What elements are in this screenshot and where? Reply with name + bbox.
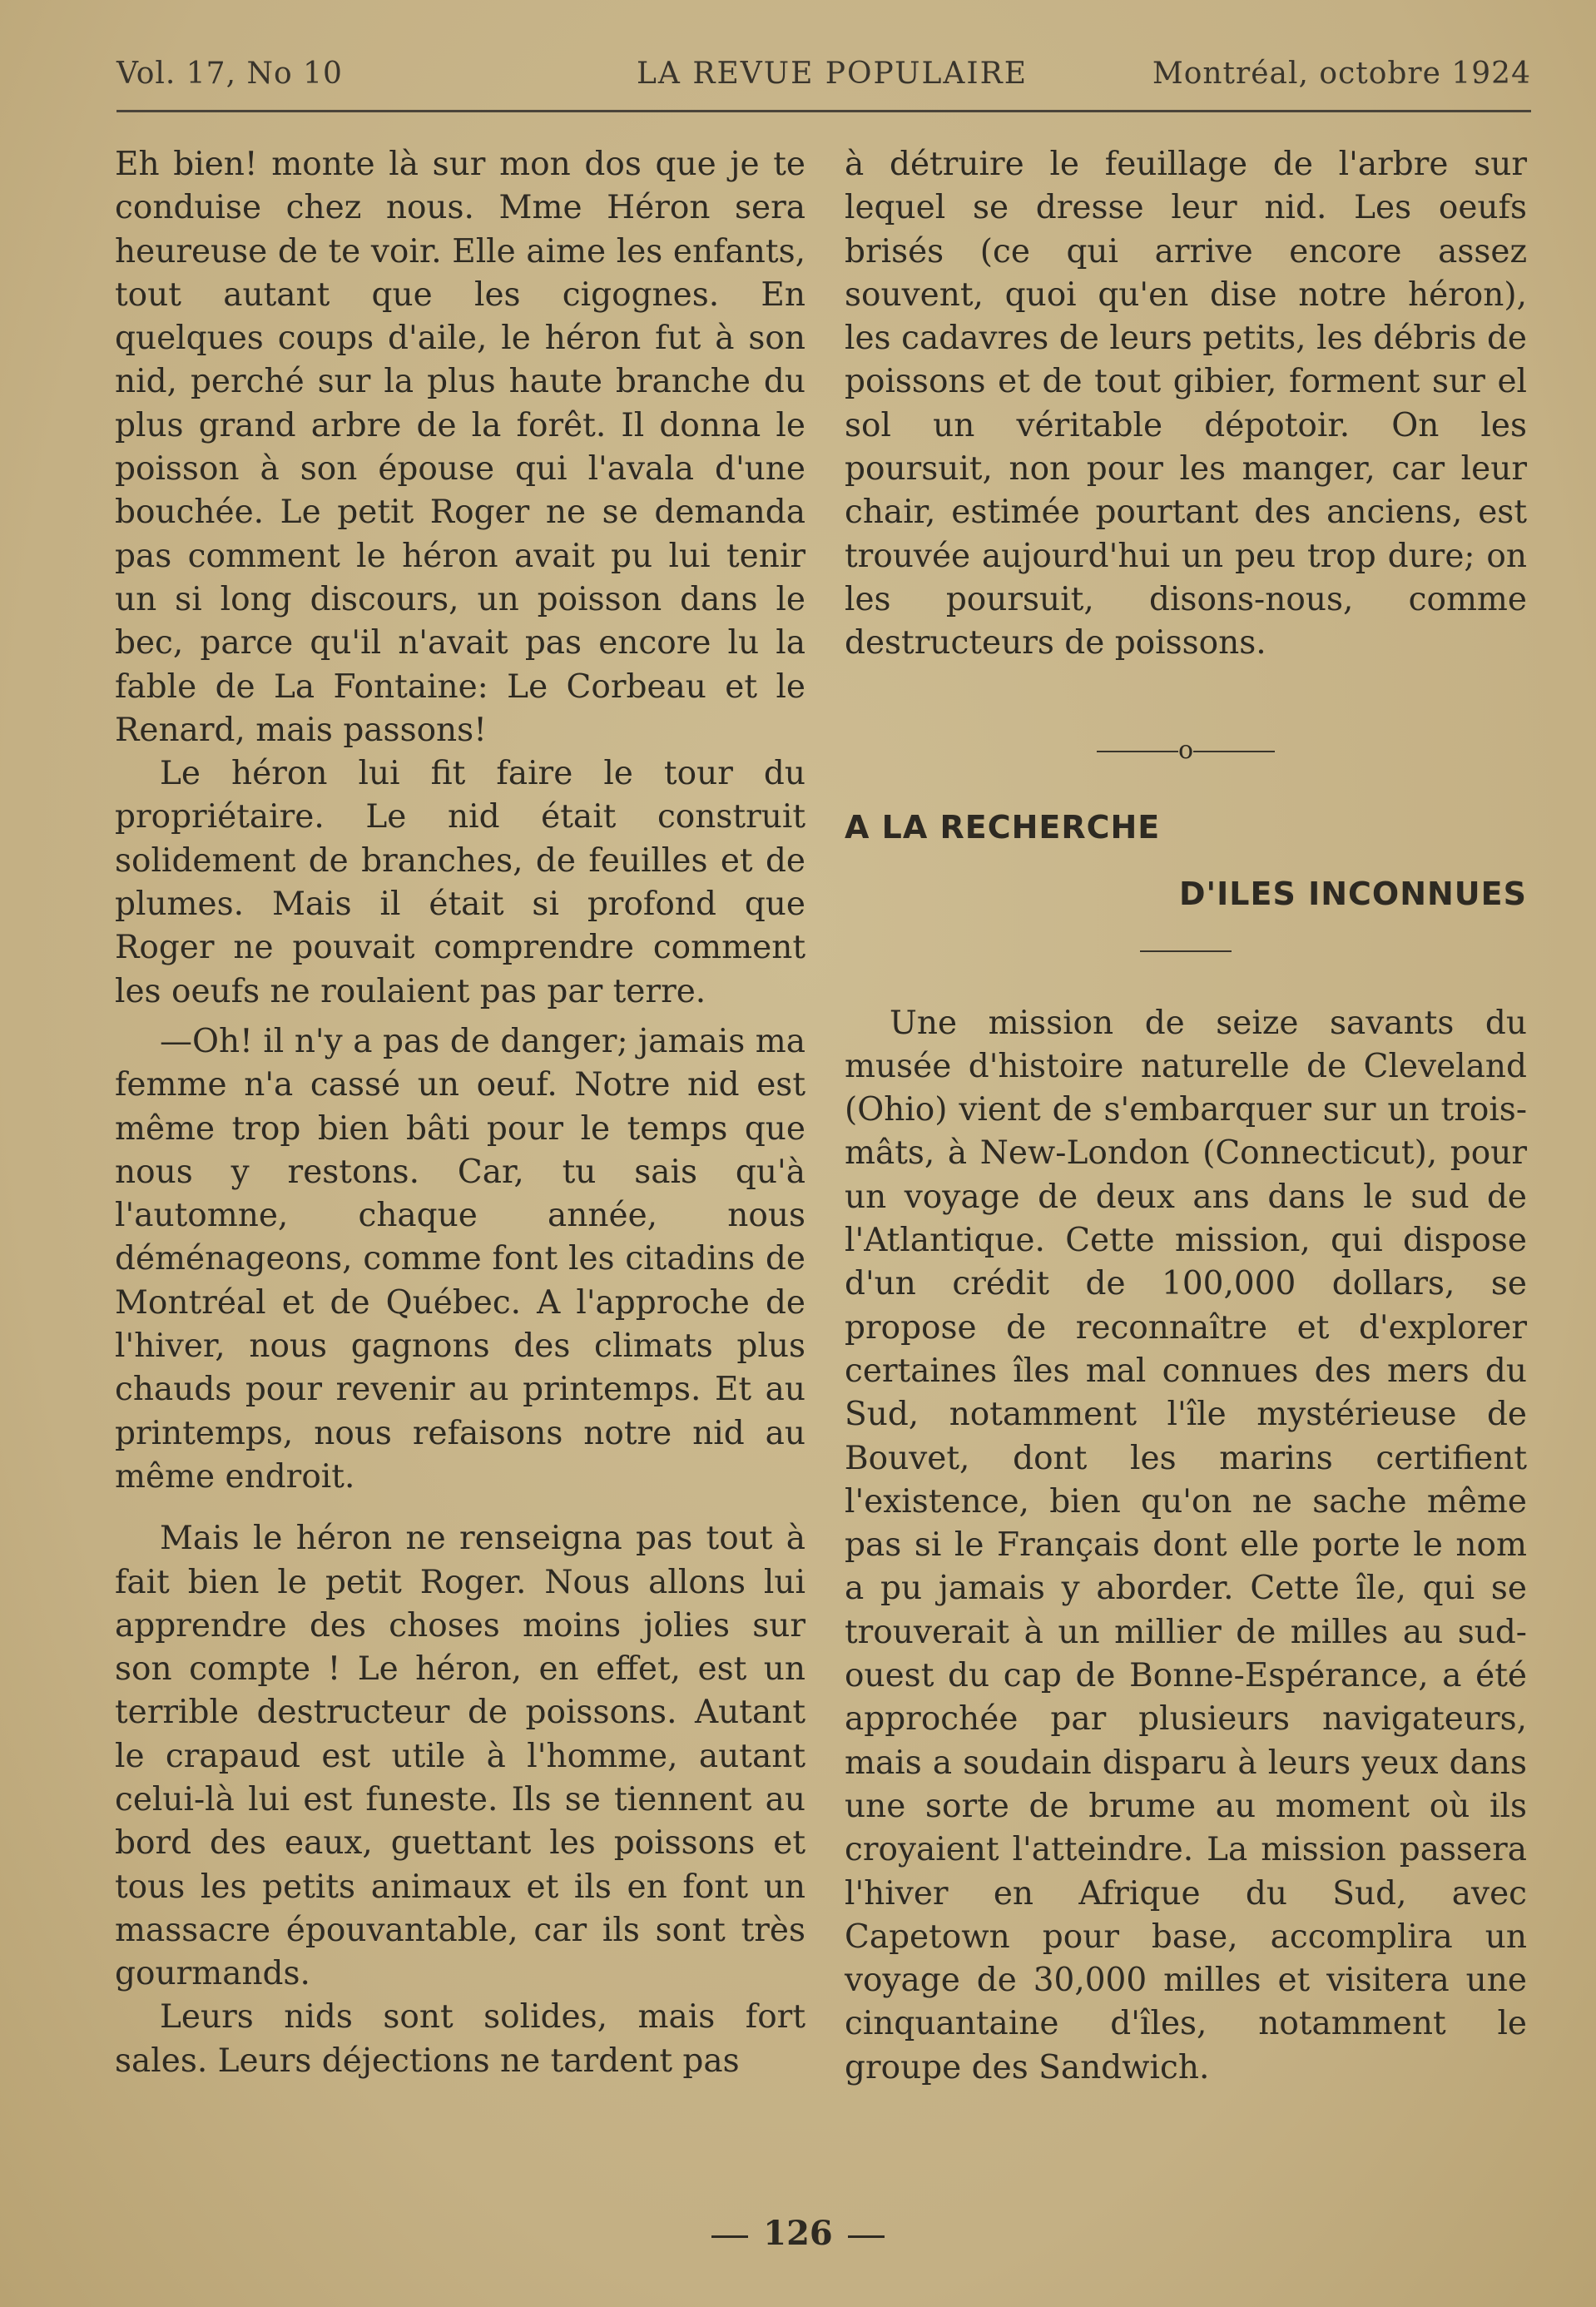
page-footer	[0, 2214, 1596, 2253]
paragraph: Le héron lui fit faire le tour du propriétaire. Le nid était construit solidement de branches, de feuilles et de plumes. Mais il était si profond que Roger ne pouvait comprendre comment les oeufs ne roulaient pas par terre.	[115, 755, 805, 1010]
paragraph: Leurs nids sont solides, mais fort sales. Leurs déjections ne tardent pas	[115, 1998, 805, 2080]
place-and-date: Montréal, octobre 1924	[1152, 57, 1531, 91]
paragraph: Eh bien! monte là sur mon dos que je te conduise chez nous. Mme Héron sera heureuse de te voir. Elle aime les enfants, tout autant que les cigognes. En quelques coups d'aile, le héron fut à son nid, perché sur la plus haute branche du plus grand arbre de la forêt. Il donna le poisson à son épouse qui l'avala d'une bouchée. Le petit Roger ne se demanda pas comment le héron avait pu lui tenir un si long discours, un poisson dans le bec, parce qu'il n'avait pas encore lu la fable de La Fontaine: Le Corbeau et le Renard, mais passons!	[115, 146, 805, 749]
paragraph: à détruire le feuillage de l'arbre sur lequel se dresse leur nid. Les oeufs brisés (ce qui arrive encore assez souvent, quoi qu'en dise notre héron), les cadavres de leurs petits, les débris de poissons et de tout gibier, forment sur el sol un véritable dépotoir. On les poursuit, non pour les manger, car leur chair, estimée pourtant des anciens, est trouvée aujourd'hui un peu trop dure; on les poursuit, disons-nous, comme destructeurs de poissons.	[845, 146, 1527, 662]
section-separator	[845, 734, 1527, 767]
article-title-line-2: D'ILES INCONNUES	[1178, 875, 1527, 912]
left-column	[115, 143, 805, 2083]
right-column	[845, 143, 1527, 2090]
running-header	[116, 57, 1531, 107]
volume-number: Vol. 17, No 10	[116, 57, 343, 91]
paragraph: Mais le héron ne renseigna pas tout à fait bien le petit Roger. Nous allons lui apprendre des choses moins jolies sur son compte ! Le héron, en effet, est un terrible destructeur de poissons. Autant le crapaud est utile à l'homme, autant celui-là lui est funeste. Ils se tiennent au bord des eaux, guettant les poissons et tous les petits animaux et ils en font un massacre épouvantable, car ils sont très gourmands.	[115, 1520, 805, 1993]
paragraph: Une mission de seize savants du musée d'histoire naturelle de Cleveland (Ohio) vient de s'embarquer sur un trois-mâts, à New-London (Connecticut), pour un voyage de deux ans dans le sud de l'Atlantique. Cette mission, qui dispose d'un crédit de 100,000 dollars, se propose de reconnaître et d'explorer certaines îles mal connues des mers du Sud, notamment l'île mystérieuse de Bouvet, dont les marins certifient l'existence, bien qu'on ne sache même pas si le Français dont elle porte le nom a pu jamais y aborder. Cette île, qui se trouverait à un millier de milles au sud-ouest du cap de Bonne-Espérance, a été approchée par plusieurs navigateurs, mais a soudain disparu à leurs yeux dans une sorte de brume au moment où ils croyaient l'atteindre. La mission passera l'hiver en Afrique du Sud, avec Capetown pour base, accomplira un voyage de 30,000 milles et visitera une cinquantaine d'îles, notamment le groupe des Sandwich.	[845, 1004, 1527, 2086]
title-rule	[1140, 950, 1232, 952]
separator-mark: o	[1177, 735, 1194, 765]
paragraph: —Oh! il n'y a pas de danger; jamais ma femme n'a cassé un oeuf. Notre nid est même trop bien bâti pour le temps que nous y restons. Car, tu sais qu'à l'automne, chaque année, nous déménageons, comme font les citadins de Montréal et de Québec. A l'approche de l'hiver, nous gagnons des climats plus chauds pour revenir au printemps. Et au printemps, nous refaisons notre nid au même endroit.	[115, 1022, 805, 1496]
article-title-line-1: A LA RECHERCHE	[845, 808, 1161, 846]
header-rule	[116, 110, 1531, 112]
journal-title: LA REVUE POPULAIRE	[637, 57, 1028, 91]
page-number: 126	[763, 2214, 833, 2253]
